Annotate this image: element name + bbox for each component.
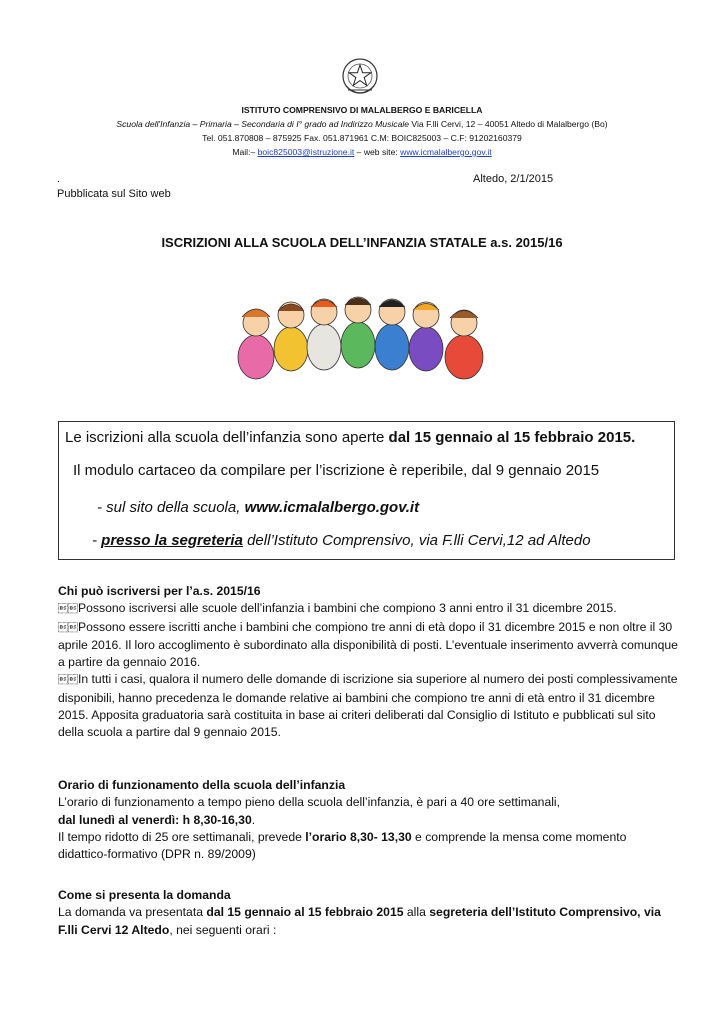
republic-emblem-icon <box>340 56 380 98</box>
mail-link[interactable]: boic825003@istruzione.it <box>257 147 355 157</box>
section-heading: Chi può iscriversi per l’a.s. 2015/16 <box>58 584 261 598</box>
website-url[interactable]: www.icmalalbergo.gov.it <box>244 499 420 516</box>
notice-line-website <box>97 499 419 516</box>
bullet-glyph:  <box>58 622 78 634</box>
section-heading: Orario di funzionamento della scuola dell’infanzia <box>58 778 346 792</box>
paragraph <box>58 812 678 829</box>
bullet-text: Possono iscriversi alle scuole dell’infanzia i bambini che compiono 3 anni entro il 31 dicembre 2015. <box>78 601 617 616</box>
school-types: Scuola dell'Infanzia – Primaria – Secondaria di I° grado ad Indirizzo Musicale <box>116 119 410 129</box>
reduced-hours: l’orario 8,30- 13,30 <box>305 829 412 844</box>
section-how-to-apply <box>58 887 678 939</box>
office-address: dell’Istituto Comprensivo, via F.lli Cervi,12 ad Altedo <box>242 532 591 549</box>
enrollment-notice-box <box>58 421 675 560</box>
paragraph <box>58 829 678 864</box>
text: alla <box>403 905 430 920</box>
dash: - <box>92 532 102 549</box>
website-text: - sul sito della scuola, <box>97 499 245 516</box>
text: e comprende la mensa come momento didattico-formativo (DPR n. 89/2009) <box>58 829 627 862</box>
address: Via F.lli Cervi, 12 – 40051 Altedo di Malalbergo (Bo) <box>409 119 608 129</box>
office-location: segreteria dell’Istituto Comprensivo, via F.lli Cervi 12 Altedo <box>58 905 661 937</box>
document-date: Altedo, 2/1/2015 <box>473 173 554 185</box>
document-title: ISCRIZIONI ALLA SCUOLA DELL’INFANZIA STATALE a.s. 2015/16 <box>161 235 563 250</box>
paragraph <box>58 671 678 741</box>
section-who-can-enroll <box>58 583 678 742</box>
published-note: Pubblicata sul Sito web <box>57 188 171 200</box>
paragraph <box>58 600 678 618</box>
institute-name: ISTITUTO COMPRENSIVO DI MALALBERGO E BARICELLA <box>241 105 483 115</box>
text: La domanda va presentata <box>58 905 207 920</box>
enrollment-period: dal 15 gennaio al 15 febbraio 2015. <box>388 429 636 446</box>
notice-text: Le iscrizioni alla scuola dell’infanzia sono aperte <box>65 429 389 446</box>
bullet-glyph:  <box>58 604 78 616</box>
section-opening-hours <box>58 777 678 863</box>
school-line <box>0 117 724 131</box>
mail-line <box>0 145 724 159</box>
period: . <box>251 812 256 827</box>
notice-line-form: Il modulo cartaceo da compilare per l’iscrizione è reperibile, dal 9 gennaio 2015 <box>73 462 600 479</box>
section-heading: Come si presenta la domanda <box>58 888 231 902</box>
children-illustration <box>226 285 498 387</box>
bullet-text: Possono essere iscritti anche i bambini che compiono tre anni di età dopo il 31 dicembre 2015 e non oltre il 30 aprile 2016. Il loro accoglimento è subordinato alla disponibilità di posti. L’eventuale inserimento avverrà comunque a partire da gennaio 2016. <box>58 619 678 670</box>
notice-line-office <box>92 532 591 549</box>
letterhead <box>0 103 724 159</box>
bullet-glyph:  <box>58 675 78 687</box>
notice-line-dates <box>65 429 635 446</box>
contacts: Tel. 051.870808 – 875925 Fax. 051.871961 C.M: BOIC825003 – C.F: 91202160379 <box>202 133 522 143</box>
website-link[interactable]: www.icmalalbergo.gov.it <box>400 147 492 157</box>
web-label: – web site: <box>354 147 401 157</box>
text: , nei seguenti orari : <box>169 922 277 937</box>
dot-mark: . <box>57 173 61 185</box>
paragraph <box>58 619 678 672</box>
full-time-hours: dal lunedì al venerdì: h 8,30-16,30 <box>58 812 252 827</box>
application-period: dal 15 gennaio al 15 febbraio 2015 <box>206 905 404 920</box>
paragraph: L’orario di funzionamento a tempo pieno della scuola dell’infanzia, è pari a 40 ore settimanali, <box>58 795 561 810</box>
bullet-text: In tutti i casi, qualora il numero delle domande di iscrizione sia superiore al numero dei posti complessivamente disponibili, hanno precedenza le domande relative ai bambini che compiono tre anni di età entro il 31 dicembre 2015. Apposita graduatoria sarà costituita in base ai criteri deliberati dal Consiglio di Istituto e pubblicati sul sito della scuola a partire dal 9 gennaio 2015. <box>58 672 678 740</box>
text: Il tempo ridotto di 25 ore settimanali, prevede <box>58 829 306 844</box>
office-label: presso la segreteria <box>101 532 243 549</box>
mail-label: Mail:– <box>232 147 258 157</box>
paragraph <box>58 904 678 939</box>
